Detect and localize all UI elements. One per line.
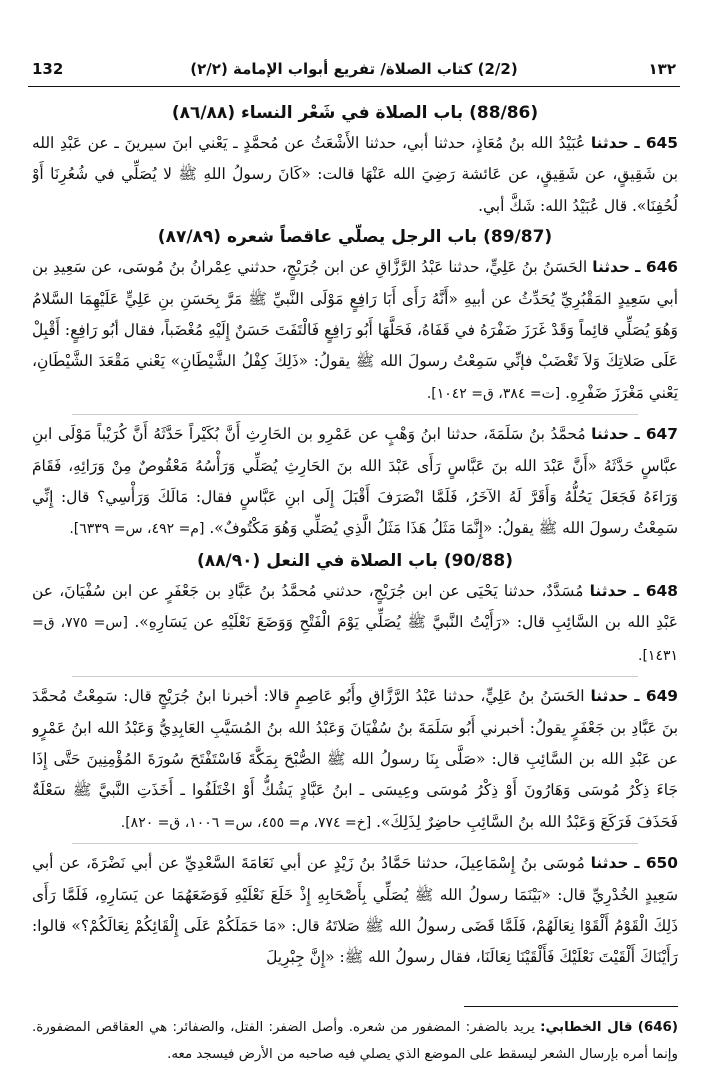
- footnote-rule: [464, 1006, 678, 1007]
- hadith-reference: [س= ٧٧٥، ق= ١٤٣١].: [32, 615, 678, 664]
- footnote: [32, 1014, 678, 1068]
- running-title: (2/2) كتاب الصلاة/ تفريع أبواب الإمامة (٢/٢): [190, 60, 518, 78]
- hadith-lead: حدثنا: [589, 581, 628, 600]
- hadith-number: 647 ـ: [634, 425, 678, 444]
- hadith-text: الحَسَنُ بنُ عَلِيٍّ، حدثنا عَبْدُ الرَّزَّاقِ عن ابن جُرَيْجٍ، حدثني عِمْرانُ بنُ مُوسَى، عن سَعِيدِ بن أبي سَعِيدٍ المَقْبُرِيِّ يُحَدِّثُ عن أبيهِ «أَنَّهُ رَأَى أَبَا رَافِعٍ مَوْلَى النَّبيِّ ﷺ مَرَّ بِحَسَنِ بنِ عَلِيٍّ عَلَيْهِمَا السَّلامُ وَهُوَ يُصَلِّي قائِماً وَقَدْ غَرَزَ ضَفْرَهُ في قَفَاهُ، فَحَلَّهَا أَبُو رَافِعٍ فَالْتَفَتَ حَسَنٌ إِلَيْهِ مُغْضَباً، فقال أبُو رَافِعٍ: أَقْبِلْ عَلَى صَلاتِكَ وَلاَ تَغْضَبْ فإنِّي سَمِعْتُ رسولَ الله ﷺ يقولُ: «ذَلِكَ كِفْلُ الشَّيْطَانِ» يَعْني مَقْعَدَ الشَّيْطَانِ، يَعْني مَغْرَزَ ضَفْرِهِ.: [32, 258, 678, 402]
- page-number-latin: 132: [32, 60, 64, 78]
- hadith-650: [32, 848, 678, 968]
- chapter-heading: (89/87) باب الرجل يصلّي عاقصاً شعره (٨٧/٨٩): [157, 227, 553, 248]
- hadith-separator: [72, 843, 638, 844]
- hadith-number: 649 ـ: [634, 687, 678, 706]
- hadith-lead: حدثنا: [590, 134, 629, 152]
- hadith-number: 646 ـ: [635, 258, 678, 277]
- hadith-646: [32, 252, 678, 410]
- hadith-text: الحَسَنُ بنُ عَلِيٍّ، حدثنا عَبْدُ الرَّزَّاقِ وأَبُو عَاصِمٍ قالا: أخبرنا ابنُ جُرَيْجٍ قال: سَمِعْتُ مُحمَّدَ بنَ عَبَّادِ بن جَعْفَرٍ يقولُ: أخبرني أَبُو سَلَمَةَ بنُ سُفْيَانَ وَعَبْدُ الله بنُ المُسَيَّبِ العَابِدِيُّ وَعَبْدُ الله ابنُ عَمْرٍو عن عَبْدِ الله بن السَّائِبِ قال: «صَلَّى بِنَا رسولُ الله ﷺ الصُّبْحَ بِمَكَّةَ فَاسْتَفْتَحَ سُورَةَ المُؤْمِنِينَ حَتَّى إِذَا جَاءَ ذِكْرُ مُوسَى وَهَارُونَ أَوْ ذِكْرُ مُوسَى وعِيسَى ـ ابنُ عَبَّادٍ يَشُكُّ أَوْ اخْتَلَفُوا ـ أَخَذَتِ النَّبيَّ ﷺ سَعْلَةٌ فَحَذَفَ فَرَكَعَ وَعَبْدُ الله بنُ السَّائِبِ حاضِرٌ لِذَلِكَ».: [32, 687, 678, 831]
- chapter-heading: (88/86) باب الصلاة في شَعْر النساء (٨٦/٨٨): [171, 103, 539, 123]
- hadith-number: 648 ـ: [633, 581, 678, 600]
- hadith-649: [32, 681, 678, 839]
- hadith-separator: [72, 676, 638, 677]
- hadith-lead: حدثنا: [592, 258, 631, 277]
- hadith-text: مُسَدَّدٌ، حدثنا يَحْيَى عن ابن جُرَيْجٍ، حدثني مُحمَّدُ بنُ عَبَّادِ بن جَعْفَرٍ عن ابن سُفْيَانَ، عن عَبْدِ الله بن السَّائِبِ قال: «رَأَيْتُ النَّبيَّ ﷺ يُصَلِّي يَوْمَ الْفَتْحِ وَوَضَعَ نَعْلَيْهِ عن يَسَارِهِ».: [32, 581, 678, 632]
- hadith-text: مُوسَى بنُ إِسْمَاعِيلَ، حدثنا حَمَّادُ بنُ زَيْدٍ عن أبي نَعَامَةَ السَّعْدِيِّ عن أبي نَضْرَةَ، عن أبي سَعِيدٍ الخُدْرِيِّ قال: «بَيْنَمَا رسولُ الله ﷺ يُصَلِّي بِأَصْحَابِهِ إِذْ خَلَعَ نَعْلَيْهِ فَوَضَعَهُمَا عن يَسَارِهِ، فَلَمَّا رَأَى ذَلِكَ الْقَوْمُ أَلْقَوْا نِعَالَهُمْ، فَلَمَّا قَضَى رسولُ الله ﷺ صَلاتَهُ قال: «مَا حَمَلَكُمْ عَلَى إِلْقَائِكُمْ نِعَالَكُمْ؟» قالوا: رَأَيْنَاكَ أَلْقَيْتَ نَعْلَيْكَ فَأَلْقَيْنَا نِعَالَنَا، فقال رسولُ الله ﷺ: «إِنَّ جِبْرِيلَ: [32, 854, 678, 967]
- hadith-separator: [72, 414, 638, 415]
- hadith-lead: حدثنا: [590, 687, 629, 706]
- footnote-label: قال الخطابي:: [540, 1020, 633, 1035]
- hadith-text: مُحمَّدُ بنُ سَلَمَةَ، حدثنا ابنُ وَهْبٍ عن عَمْرِو بن الحَارِثِ أَنَّ بُكَيْراً حَدَّثَهُ أَنَّ كُرَيْباً مَوْلَى ابنِ عبَّاسٍ حَدَّثَهُ «أَنَّ عَبْدَ الله بنَ عَبَّاسٍ رَأَى عَبْدَ الله بنَ الحَارِثِ يُصَلِّي وَرَأْسُهُ مَعْقُوصٌ مِنْ وَرَائِهِ، فَقَامَ وَرَاءَهُ فَجَعَلَ يَحُلُّهُ وَأَقَرَّ لَهُ الآخَرُ، فَلَمَّا انْصَرَفَ أَقْبَلَ إِلَى ابنِ عَبَّاسٍ فقال: مَالَكَ وَرَأْسِي؟ قال: إِنِّي سَمِعْتُ رسولَ الله ﷺ يقولُ: «إِنَّمَا مَثَلُ هَذَا مَثَلُ الَّذِي يُصَلِّي وَهُوَ مَكْتُوفٌ».: [32, 425, 678, 538]
- hadith-lead: حدثنا: [591, 425, 629, 444]
- page-number-arabic: ١٣٢: [648, 60, 676, 78]
- hadith-645: [32, 128, 678, 222]
- hadith-number: 645 ـ: [634, 134, 678, 152]
- hadith-lead: حدثنا: [590, 854, 629, 873]
- page-body: [32, 98, 678, 968]
- hadith-647: [32, 419, 678, 546]
- footnote-number: (646): [637, 1020, 678, 1035]
- chapter-heading: (90/88) باب الصلاة في النعل (٨٨/٩٠): [197, 550, 513, 571]
- hadith-reference: [خ= ٧٧٤، م= ٤٥٥، س= ١٠٠٦، ق= ٨٢٠].: [120, 814, 372, 831]
- hadith-reference: [م= ٤٩٢، س= ٦٣٣٩].: [69, 521, 205, 538]
- running-head: [28, 56, 680, 87]
- hadith-number: 650 ـ: [634, 854, 678, 873]
- hadith-text: عُبَيْدُ الله بنُ مُعَاذٍ، حدثنا أبي، حدثنا الأَشْعَثُ عن مُحمَّدٍ ـ يَعْني ابنَ سيرينَ ـ عن عَبْدِ الله بن شَقِيقٍ، عن شَقِيقٍ، عن عَائشة رَضِيَ الله عَنْهَا قالت: «كَانَ رسولُ اللهِ ﷺ لا يُصَلِّي في شُعُرِنَا أَوْ لُحُفِنَا». قال عُبَيْدُ الله: شَكَّ أبي.: [32, 134, 678, 215]
- footnote-text: يريد بالضفر: المضفور من شعره. وأصل الضفر: الفتل، والضفائر: هي العقاقص المضفورة. وإنما أمره بإرسال الشعر ليسقط على الموضع الذي يصلي فيه صاحبه من الأرض فيسجد معه.: [32, 1020, 678, 1062]
- hadith-reference: [ت= ٣٨٤، ق= ١٠٤٢].: [426, 385, 561, 402]
- hadith-648: [32, 576, 678, 672]
